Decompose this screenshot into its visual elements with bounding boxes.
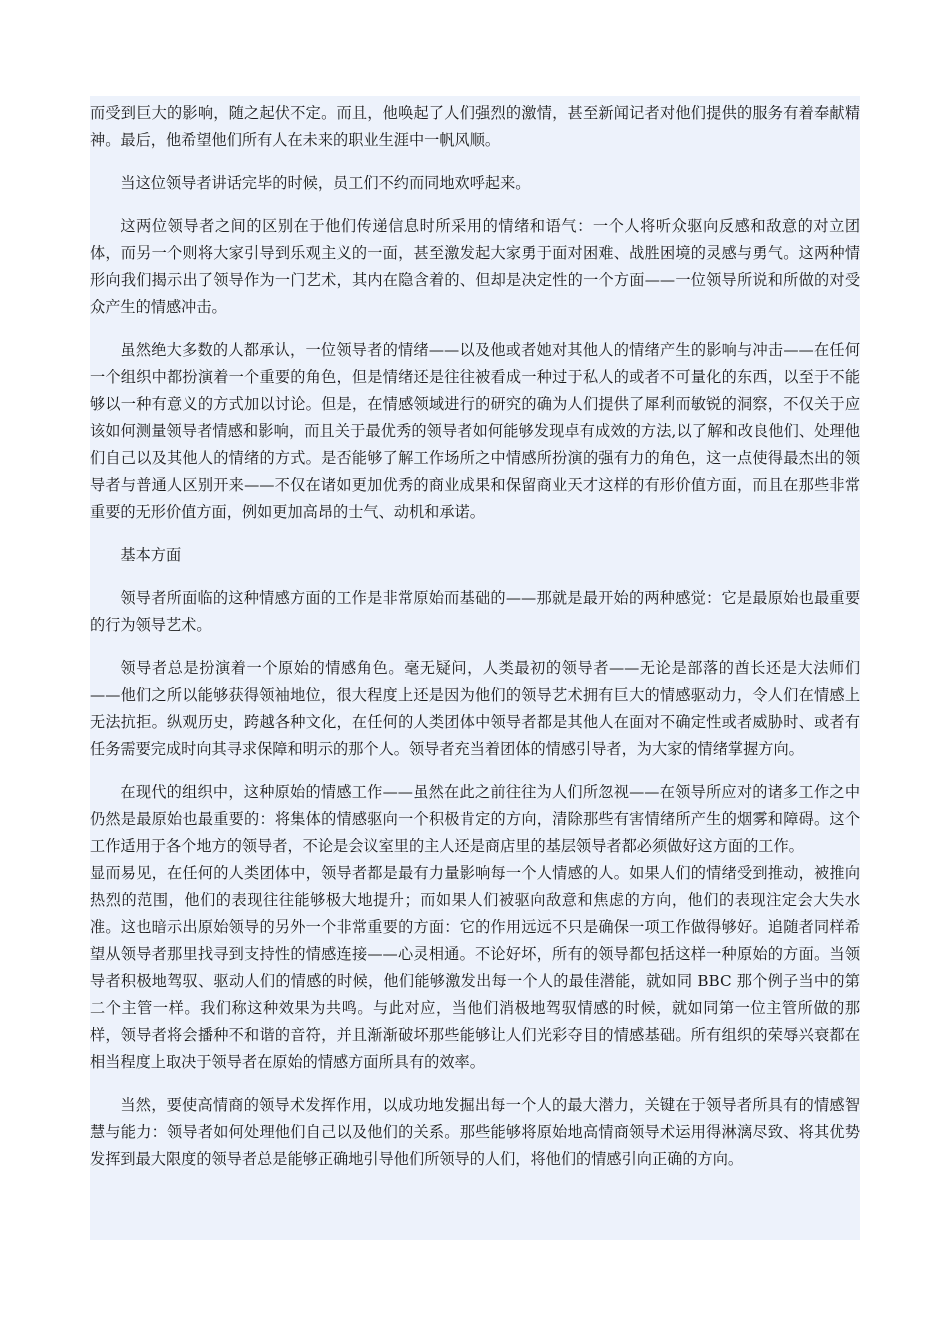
paragraph-emotional-intelligence: 当然，要使高情商的领导术发挥作用，以成功地发掘出每一个人的最大潜力，关键在于领导者所具有的情感智慧与能力：领导者如何处理他们自己以及他们的关系。那些能够将原始地高情商领导术运用得淋漓尽致、将其优势发挥到最大限度的领导者总是能够正确地引导他们所领导的人们，将他们的情感引向正确的方向。 <box>90 1096 860 1168</box>
paragraph-resonance: 显而易见，在任何的人类团体中，领导者都是最有力量影响每一个人情感的人。如果人们的情绪受到推动，被推向热烈的范围，他们的表现往往能够极大地提升；而如果人们被驱向敌意和焦虑的方向，他们的表现注定会大失水准。这也暗示出原始领导的另外一个非常重要的方面：它的作用远远不只是确保一项工作做得够好。追随者同样希望从领导者那里找寻到支持性的情感连接——心灵相通。不论好坏，所有的领导都包括这样一种原始的方面。当领导者积极地驾驭、驱动人们的情感的时候，他们能够激发出每一个人的最佳潜能，就如同 BBC 那个例子当中的第二个主管一样。我们称这种效果为共鸣。与此对应，当他们消极地驾驭情感的时候，就如同第一位主管所做的那样，领导者将会播种不和谐的音符，并且渐渐破坏那些能够让人们光彩夺目的情感基础。所有组织的荣辱兴衰都在相当程度上取决于领导者在原始的情感方面所具有的效率。 <box>90 864 860 1071</box>
document-body <box>90 100 860 1189</box>
section-heading-basics: 基本方面 <box>120 546 182 564</box>
paragraph-leader-difference: 这两位领导者之间的区别在于他们传递信息时所采用的情绪和语气：一个人将听众驱向反感和敌意的对立团体，而另一个则将大家引导到乐观主义的一面，甚至激发起大家勇于面对困难、战胜困境的灵感与勇气。这两种情形向我们揭示出了领导作为一门艺术，其内在隐含着的、但却是决定性的一个方面——一位领导所说和所做的对受众产生的情感冲击。 <box>90 217 860 316</box>
paragraph-employees-cheer: 当这位领导者讲话完毕的时候，员工们不约而同地欢呼起来。 <box>120 174 531 192</box>
paragraph-modern-organizations: 在现代的组织中，这种原始的情感工作——虽然在此之前往往为人们所忽视——在领导所应对的诸多工作之中仍然是最原始也最重要的：将集体的情感驱向一个积极肯定的方向，清除那些有害情绪所产生的烟雾和障碍。这个工作适用于各个地方的领导者，不论是会议室里的主人还是商店里的基层领导者都必须做好这方面的工作。 <box>90 783 860 855</box>
paragraph-emotional-role: 虽然绝大多数的人都承认，一位领导者的情绪——以及他或者她对其他人的情绪产生的影响与冲击——在任何一个组织中都扮演着一个重要的角色，但是情绪还是往往被看成一种过于私人的或者不可量化的东西，以至于不能够以一种有意义的方式加以讨论。但是，在情感领域进行的研究的确为人们提供了犀利而敏锐的洞察，不仅关于应该如何测量领导者情感和影响，而且关于最优秀的领导者如何能够发现卓有成效的方法,以了解和改良他们、处理他们自己以及其他人的情绪的方式。是否能够了解工作场所之中情感所扮演的强有力的角色，这一点使得最杰出的领导者与普通人区别开来——不仅在诸如更加优秀的商业成果和保留商业天才这样的有形价值方面，而且在那些非常重要的无形价值方面，例如更加高昂的士气、动机和承诺。 <box>90 341 860 521</box>
paragraph-continuation: 而受到巨大的影响，随之起伏不定。而且，他唤起了人们强烈的激情，甚至新闻记者对他们提供的服务有着奉献精神。最后，他希望他们所有人在未来的职业生涯中一帆风顺。 <box>90 104 860 149</box>
paragraph-primal-work: 领导者所面临的这种情感方面的工作是非常原始而基础的——那就是最开始的两种感觉：它是最原始也最重要的行为领导艺术。 <box>90 589 860 634</box>
paragraph-primal-role: 领导者总是扮演着一个原始的情感角色。毫无疑问，人类最初的领导者——无论是部落的酋长还是大法师们——他们之所以能够获得领袖地位，很大程度上还是因为他们的领导艺术拥有巨大的情感驱动力，令人们在情感上无法抗拒。纵观历史，跨越各种文化，在任何的人类团体中领导者都是其他人在面对不确定性或者威胁时、或者有任务需要完成时向其寻求保障和明示的那个人。领导者充当着团体的情感引导者，为大家的情绪掌握方向。 <box>90 659 860 758</box>
